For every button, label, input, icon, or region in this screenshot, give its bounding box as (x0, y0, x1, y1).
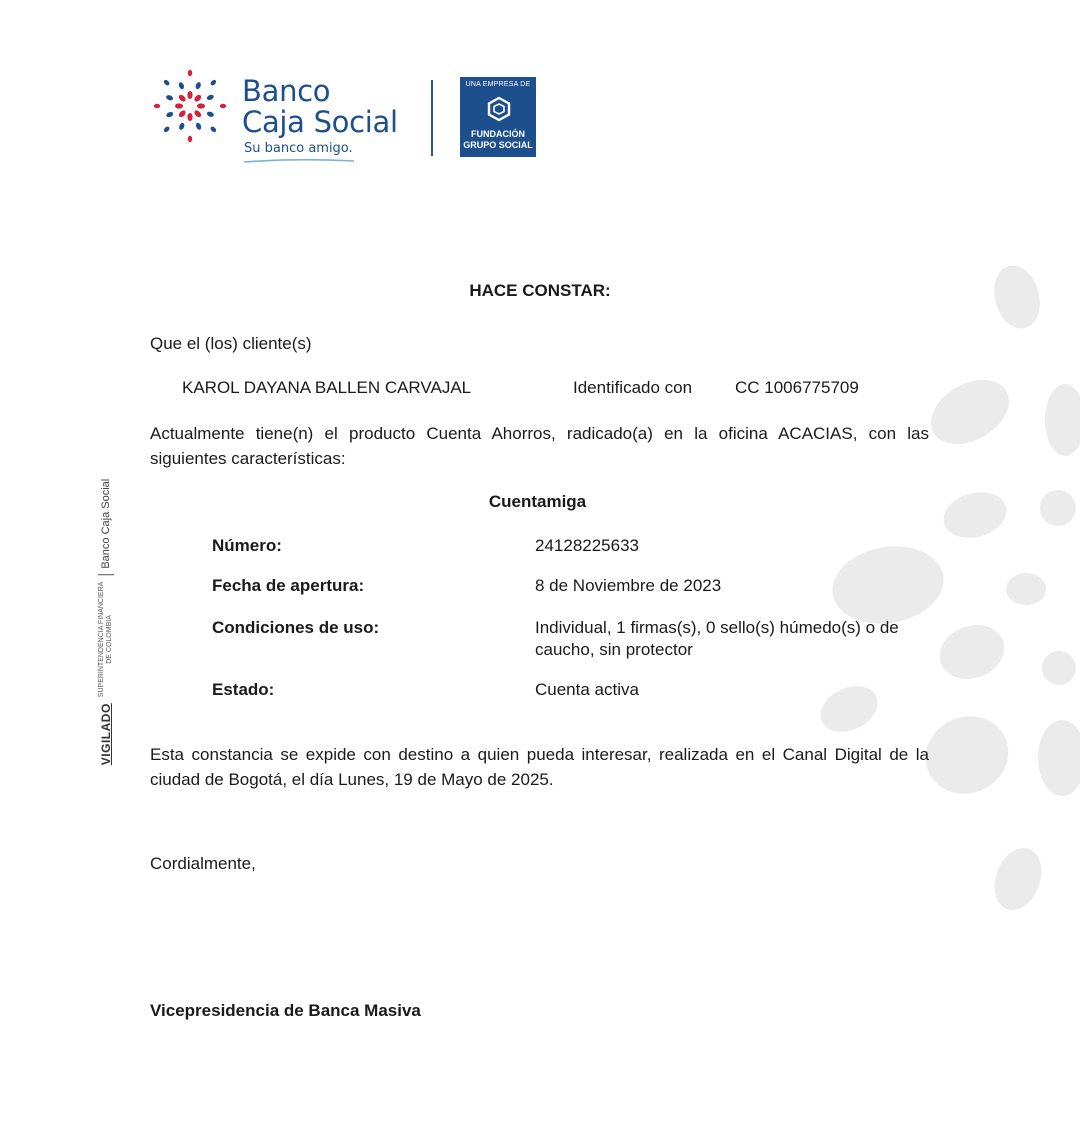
detail-label-estado: Estado: (212, 680, 275, 699)
detail-value-condiciones: Individual, 1 firmas(s), 0 sello(s) húmedo(s) o de caucho, sin protector (535, 618, 899, 659)
product-name: Cuentamiga (488, 492, 587, 511)
hexagon-icon (486, 96, 512, 122)
signature: Vicepresidencia de Banca Masiva (150, 1001, 421, 1020)
detail-label-condiciones: Condiciones de uso: (212, 618, 380, 637)
regulator-vertical-text (98, 479, 114, 765)
id-label: Identificado con (573, 378, 693, 397)
vigilado-label: VIGILADO (99, 703, 113, 766)
detail-value-fecha: 8 de Noviembre de 2023 (535, 576, 722, 595)
banco-caja-social-logo-icon (145, 66, 235, 146)
group-name-line1: FUNDACIÓN (471, 129, 525, 139)
intro-text: Que el (los) cliente(s) (150, 334, 312, 353)
tagline-swoosh-icon (243, 157, 355, 165)
group-label: UNA EMPRESA DE (465, 81, 531, 88)
detail-label-fecha: Fecha de apertura: (212, 576, 365, 595)
header-divider (431, 80, 433, 156)
side-divider (98, 575, 114, 576)
detail-value-numero: 24128225633 (535, 536, 640, 555)
detail-label-numero: Número: (212, 536, 282, 555)
brand-name-line2: Caja Social (242, 105, 398, 139)
brand-tagline: Su banco amigo. (244, 141, 353, 156)
product-paragraph: Actualmente tiene(n) el producto Cuenta Ahorros, radicado(a) en la oficina ACACIAS, con las siguientes características: (150, 424, 929, 468)
fundacion-grupo-social-logo (460, 77, 536, 157)
superintendencia-line2: DE COLOMBIA (106, 615, 113, 664)
id-value: CC 1006775709 (735, 378, 859, 397)
closing-paragraph: Esta constancia se expide con destino a quien pueda interesar, realizada en el Canal Digital de la ciudad de Bogotá, el día Lunes, 19 de Mayo de 2025. (150, 745, 929, 789)
side-bank-name: Banco Caja Social (100, 478, 112, 569)
detail-value-estado: Cuenta activa (535, 680, 639, 699)
brand-name-line1: Banco (242, 74, 331, 108)
superintendencia-label (98, 582, 114, 698)
salutation: Cordialmente, (150, 854, 256, 873)
group-name-line2: GRUPO SOCIAL (463, 140, 533, 150)
superintendencia-line1: SUPERINTENDENCIA FINANCIERA (98, 581, 105, 698)
document-title: HACE CONSTAR: (469, 281, 611, 300)
client-name: KAROL DAYANA BALLEN CARVAJAL (182, 378, 472, 397)
